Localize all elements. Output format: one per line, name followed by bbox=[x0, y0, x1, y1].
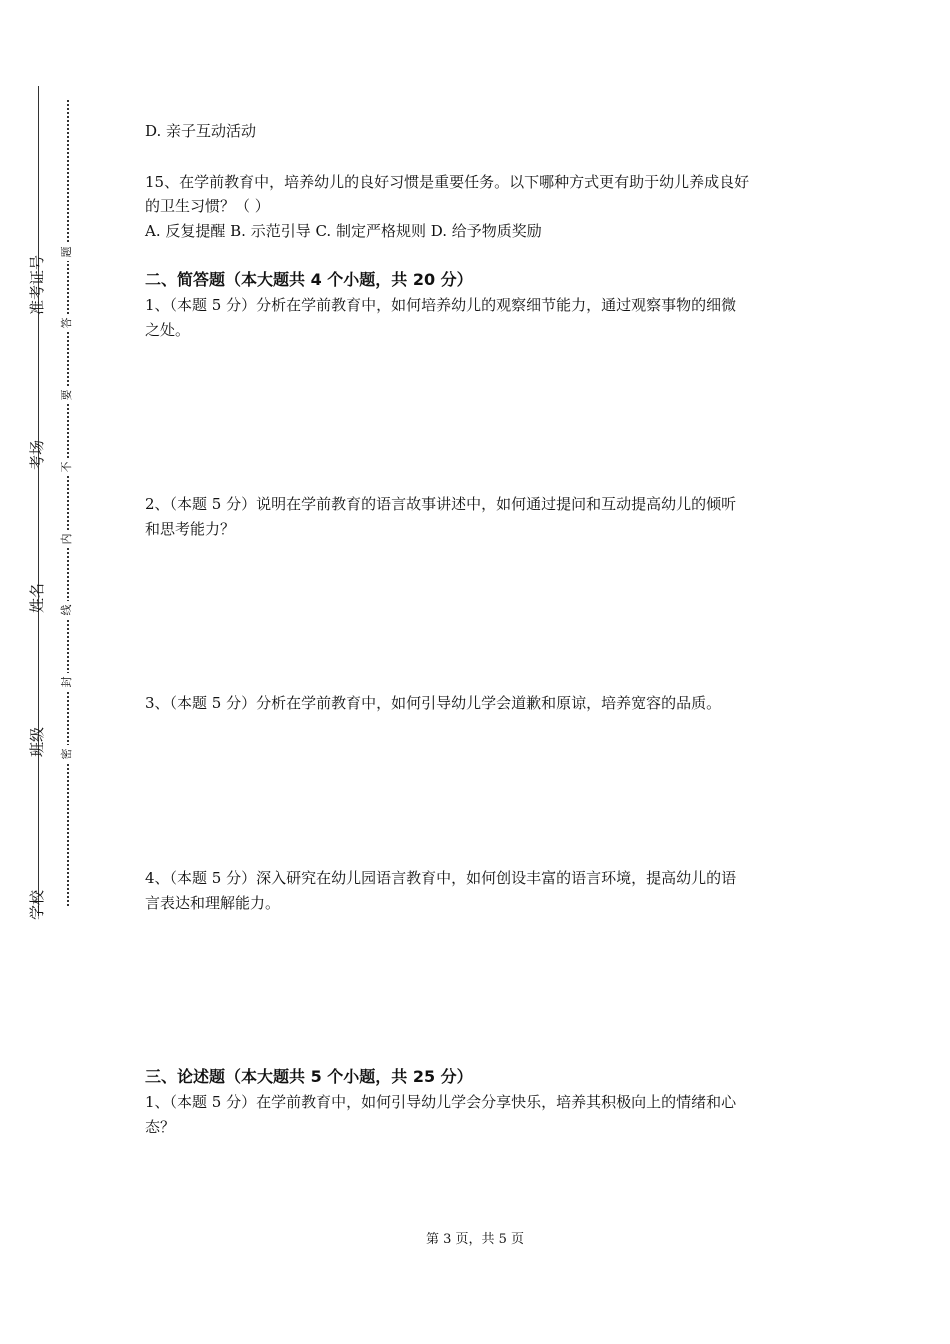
q15-text-line1: 15、在学前教育中，培养幼儿的良好习惯是重要任务。以下哪种方式更有助于幼儿养成良好 bbox=[145, 173, 750, 191]
binding-solid-line bbox=[38, 86, 39, 916]
seal-char: 线 bbox=[58, 601, 76, 619]
seal-char: 密 bbox=[58, 745, 76, 763]
seal-char: 要 bbox=[58, 386, 76, 404]
q15-text-line2: 的卫生习惯？（ ） bbox=[145, 197, 270, 215]
s2-q2-line1: 2、（本题 5 分）说明在学前教育的语言故事讲述中，如何通过提问和互动提高幼儿的倾听 bbox=[145, 495, 737, 513]
seal-char: 答 bbox=[58, 314, 76, 332]
s2-q1-line1: 1、（本题 5 分）分析在学前教育中，如何培养幼儿的观察细节能力，通过观察事物的细微 bbox=[145, 296, 737, 314]
seal-char: 封 bbox=[58, 673, 76, 691]
s2-q4-line2: 言表达和理解能力。 bbox=[145, 894, 281, 912]
s2-q3-line1: 3、（本题 5 分）分析在学前教育中，如何引导幼儿学会道歉和原谅，培养宽容的品质。 bbox=[145, 694, 722, 712]
s3-q1-line2: 态？ bbox=[145, 1118, 176, 1136]
seal-char: 题 bbox=[58, 243, 76, 261]
s2-q2-line2: 和思考能力？ bbox=[145, 520, 236, 538]
exam-room-label: 考场 bbox=[28, 439, 46, 470]
q14-option-d: D. 亲子互动活动 bbox=[145, 122, 257, 140]
section3-heading: 三、论述题（本大题共 5 个小题，共 25 分） bbox=[145, 1067, 473, 1086]
section2-heading: 二、简答题（本大题共 4 个小题，共 20 分） bbox=[145, 270, 473, 289]
school-label: 学校 bbox=[28, 889, 46, 920]
name-label: 姓名 bbox=[28, 582, 46, 613]
seal-char: 不 bbox=[58, 458, 76, 476]
page-footer: 第 3 页，共 5 页 bbox=[425, 1232, 525, 1247]
class-label: 班级 bbox=[28, 726, 46, 757]
binding-dotted-line bbox=[67, 100, 69, 906]
s2-q1-line2: 之处。 bbox=[145, 321, 191, 339]
s2-q4-line1: 4、（本题 5 分）深入研究在幼儿园语言教育中，如何创设丰富的语言环境，提高幼儿的语 bbox=[145, 869, 737, 887]
s3-q1-line1: 1、（本题 5 分）在学前教育中，如何引导幼儿学会分享快乐，培养其积极向上的情绪和心 bbox=[145, 1093, 737, 1111]
exam-number-label: 准考证号 bbox=[28, 254, 46, 315]
q15-options: A. 反复提醒 B. 示范引导 C. 制定严格规则 D. 给予物质奖励 bbox=[145, 222, 542, 240]
seal-char: 内 bbox=[58, 530, 76, 548]
